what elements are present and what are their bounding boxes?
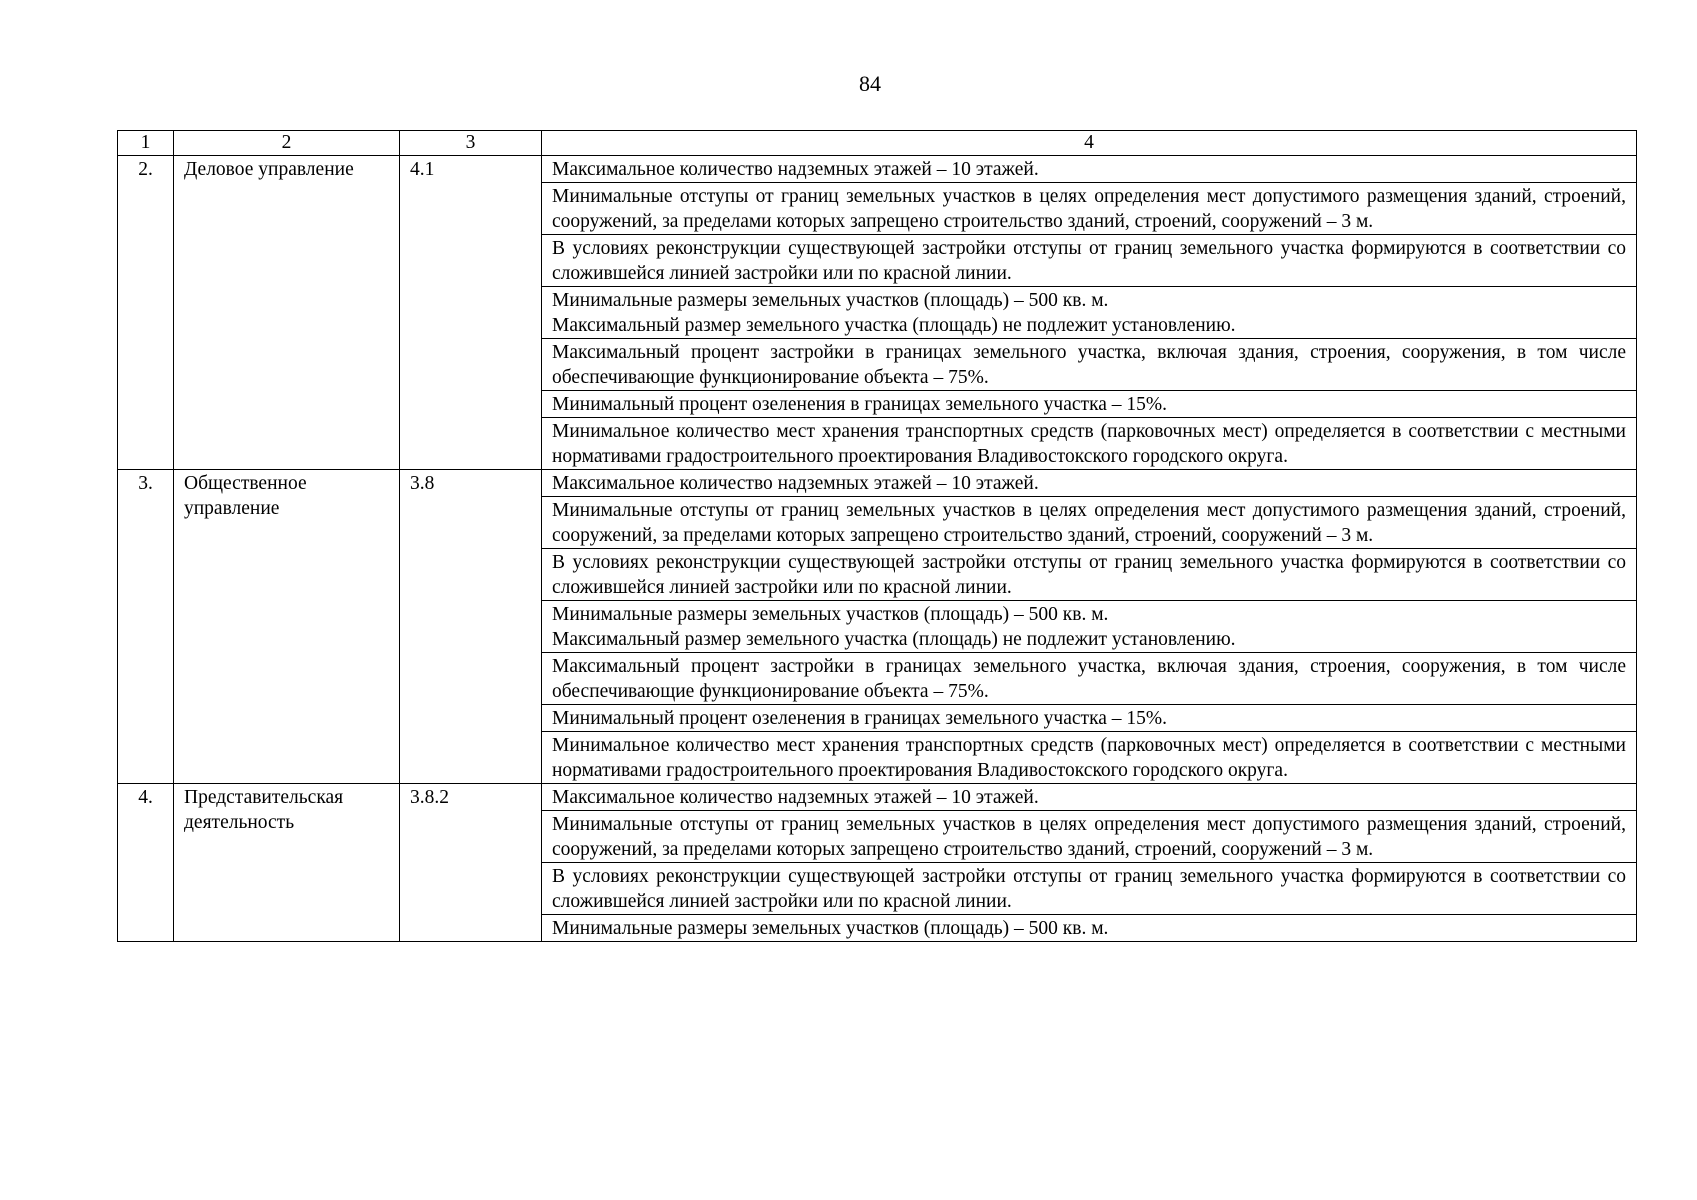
regulations-table: [117, 130, 1637, 942]
parameter-cell: Минимальные отступы от границ земельных участков в целях определения мест допустимого размещения зданий, строений, сооружений, за пределами которых запрещено строительство зданий, строений, сооружений – 3 м.: [542, 183, 1637, 235]
table-row: [118, 156, 1637, 183]
parameter-cell: Максимальное количество надземных этажей – 10 этажей.: [542, 784, 1637, 811]
parameter-cell: Максимальное количество надземных этажей – 10 этажей.: [542, 470, 1637, 497]
parameter-cell: Максимальный процент застройки в границах земельного участка, включая здания, строения, сооружения, в том числе обеспечивающие функционирование объекта – 75%.: [542, 653, 1637, 705]
land-use-name: Деловое управление: [174, 156, 400, 470]
parameter-cell: Минимальный процент озеленения в границах земельного участка – 15%.: [542, 705, 1637, 732]
land-use-code: 4.1: [400, 156, 542, 470]
parameter-cell: В условиях реконструкции существующей застройки отступы от границ земельного участка формируются в соответствии со сложившейся линией застройки или по красной линии.: [542, 863, 1637, 915]
page-number: 84: [859, 71, 881, 96]
land-use-code: 3.8.2: [400, 784, 542, 942]
table-row: [118, 470, 1637, 497]
parameter-cell: Максимальный процент застройки в границах земельного участка, включая здания, строения, сооружения, в том числе обеспечивающие функционирование объекта – 75%.: [542, 339, 1637, 391]
parameter-cell: В условиях реконструкции существующей застройки отступы от границ земельного участка формируются в соответствии со сложившейся линией застройки или по красной линии.: [542, 549, 1637, 601]
column-header-code: 3: [400, 131, 542, 156]
column-header-number: 1: [118, 131, 174, 156]
parameter-cell: Максимальное количество надземных этажей – 10 этажей.: [542, 156, 1637, 183]
row-number: 3.: [118, 470, 174, 784]
parameter-cell: Минимальные размеры земельных участков (площадь) – 500 кв. м. Максимальный размер земельного участка (площадь) не подлежит установлению.: [542, 287, 1637, 339]
table-header-row: [118, 131, 1637, 156]
parameter-cell: Минимальное количество мест хранения транспортных средств (парковочных мест) определяется в соответствии с местными нормативами градостроительного проектирования Владивостокского городского округа.: [542, 418, 1637, 470]
row-number: 4.: [118, 784, 174, 942]
parameter-cell: Минимальные размеры земельных участков (площадь) – 500 кв. м. Максимальный размер земельного участка (площадь) не подлежит установлению.: [542, 601, 1637, 653]
table-row: [118, 784, 1637, 811]
parameter-cell: Минимальные размеры земельных участков (площадь) – 500 кв. м.: [542, 915, 1637, 942]
parameter-cell: В условиях реконструкции существующей застройки отступы от границ земельного участка формируются в соответствии со сложившейся линией застройки или по красной линии.: [542, 235, 1637, 287]
column-header-name: 2: [174, 131, 400, 156]
row-number: 2.: [118, 156, 174, 470]
parameter-cell: Минимальный процент озеленения в границах земельного участка – 15%.: [542, 391, 1637, 418]
parameter-cell: Минимальные отступы от границ земельных участков в целях определения мест допустимого размещения зданий, строений, сооружений, за пределами которых запрещено строительство зданий, строений, сооружений – 3 м.: [542, 497, 1637, 549]
column-header-parameters: 4: [542, 131, 1637, 156]
table-body: [118, 156, 1637, 942]
land-use-name: Общественное управление: [174, 470, 400, 784]
land-use-name: Представительская деятельность: [174, 784, 400, 942]
parameter-cell: Минимальное количество мест хранения транспортных средств (парковочных мест) определяется в соответствии с местными нормативами градостроительного проектирования Владивостокского городского округа.: [542, 732, 1637, 784]
parameter-cell: Минимальные отступы от границ земельных участков в целях определения мест допустимого размещения зданий, строений, сооружений, за пределами которых запрещено строительство зданий, строений, сооружений – 3 м.: [542, 811, 1637, 863]
land-use-code: 3.8: [400, 470, 542, 784]
